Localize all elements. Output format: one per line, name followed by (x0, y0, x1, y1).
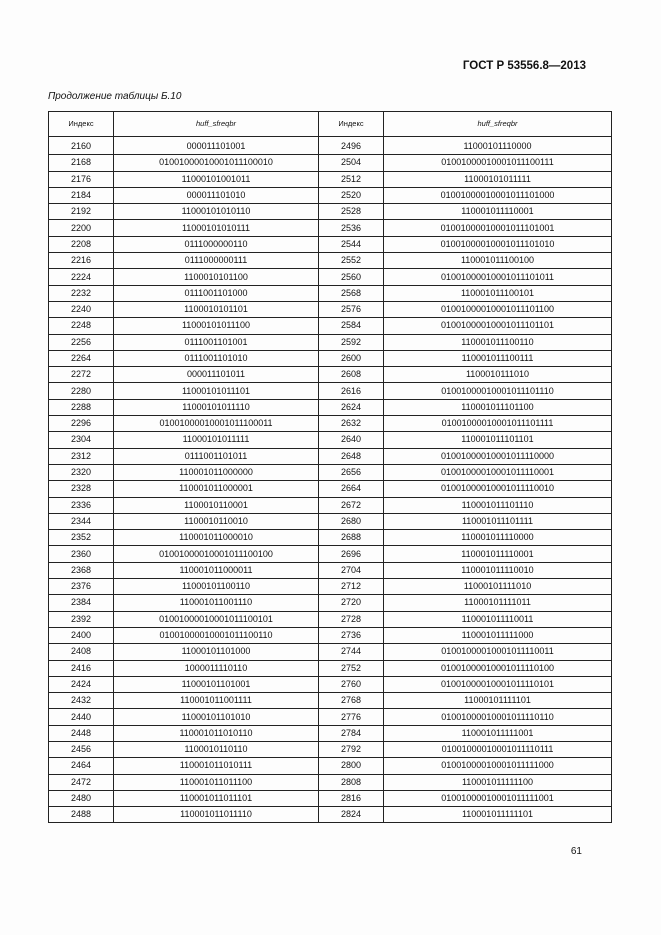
table-row (49, 627, 612, 643)
table-row (49, 448, 612, 464)
index-left-cell: 2360 (49, 546, 114, 562)
index-left-cell: 2184 (49, 187, 114, 203)
code-left-cell: 01001000010001011100010 (114, 155, 319, 171)
table-row (49, 676, 612, 692)
code-left-cell: 110001011011100 (114, 774, 319, 790)
table-row (49, 334, 612, 350)
index-right-cell: 2496 (319, 137, 384, 155)
index-left-cell: 2160 (49, 137, 114, 155)
table-row (49, 137, 612, 155)
table-row (49, 253, 612, 269)
code-left-cell: 11000101011111 (114, 432, 319, 448)
index-right-cell: 2776 (319, 709, 384, 725)
index-left-cell: 2328 (49, 481, 114, 497)
code-right-cell: 01001000010001011101111 (384, 416, 612, 432)
code-left-cell: 0111001101010 (114, 350, 319, 366)
code-right-cell: 01001000010001011101110 (384, 383, 612, 399)
table-row (49, 481, 612, 497)
code-left-cell: 110001011000000 (114, 464, 319, 480)
index-right-cell: 2528 (319, 204, 384, 220)
index-right-cell: 2520 (319, 187, 384, 203)
table-row (49, 644, 612, 660)
code-left-cell: 1000011110110 (114, 660, 319, 676)
table-row (49, 367, 612, 383)
code-left-cell: 1100010110110 (114, 741, 319, 757)
index-right-cell: 2552 (319, 253, 384, 269)
index-right-cell: 2800 (319, 758, 384, 774)
index-right-cell: 2592 (319, 334, 384, 350)
code-left-cell: 11000101010111 (114, 220, 319, 236)
code-left-cell: 0111000000110 (114, 236, 319, 252)
index-right-cell: 2752 (319, 660, 384, 676)
table-row (49, 155, 612, 171)
code-right-cell: 110001011110010 (384, 562, 612, 578)
code-left-cell: 110001011000010 (114, 530, 319, 546)
code-right-cell: 01001000010001011100111 (384, 155, 612, 171)
code-right-cell: 01001000010001011101011 (384, 269, 612, 285)
index-right-cell: 2512 (319, 171, 384, 187)
index-right-cell: 2720 (319, 595, 384, 611)
index-right-cell: 2584 (319, 318, 384, 334)
index-right-cell: 2736 (319, 627, 384, 643)
table-row (49, 399, 612, 415)
index-right-cell: 2696 (319, 546, 384, 562)
index-right-cell: 2672 (319, 497, 384, 513)
table-row (49, 187, 612, 203)
code-left-cell: 11000101001011 (114, 171, 319, 187)
index-right-cell: 2704 (319, 562, 384, 578)
index-left-cell: 2272 (49, 367, 114, 383)
code-left-cell: 11000101010110 (114, 204, 319, 220)
table-row (49, 790, 612, 806)
index-left-cell: 2440 (49, 709, 114, 725)
header-index-right: Индекс (319, 112, 384, 137)
index-left-cell: 2232 (49, 285, 114, 301)
index-right-cell: 2792 (319, 741, 384, 757)
code-right-cell: 01001000010001011110011 (384, 644, 612, 660)
code-right-cell: 110001011100101 (384, 285, 612, 301)
code-left-cell: 11000101101001 (114, 676, 319, 692)
table-row (49, 758, 612, 774)
index-right-cell: 2784 (319, 725, 384, 741)
table-row (49, 611, 612, 627)
index-left-cell: 2408 (49, 644, 114, 660)
index-left-cell: 2392 (49, 611, 114, 627)
code-right-cell: 110001011100100 (384, 253, 612, 269)
table-row (49, 301, 612, 317)
code-right-cell: 01001000010001011110100 (384, 660, 612, 676)
table-row (49, 432, 612, 448)
index-right-cell: 2616 (319, 383, 384, 399)
document-code: ГОСТ Р 53556.8—2013 (462, 60, 586, 72)
code-right-cell: 110001011111101 (384, 807, 612, 823)
code-right-cell: 01001000010001011111000 (384, 758, 612, 774)
code-right-cell: 01001000010001011111001 (384, 790, 612, 806)
table-row (49, 513, 612, 529)
index-right-cell: 2632 (319, 416, 384, 432)
index-right-cell: 2680 (319, 513, 384, 529)
index-left-cell: 2376 (49, 579, 114, 595)
code-left-cell: 11000101101000 (114, 644, 319, 660)
index-right-cell: 2808 (319, 774, 384, 790)
code-right-cell: 01001000010001011101000 (384, 187, 612, 203)
code-right-cell: 11000101110000 (384, 137, 612, 155)
table-row (49, 464, 612, 480)
code-right-cell: 01001000010001011101010 (384, 236, 612, 252)
index-left-cell: 2472 (49, 774, 114, 790)
table-header-row (49, 112, 612, 137)
table-row (49, 660, 612, 676)
table-row (49, 383, 612, 399)
table-caption: Продолжение таблицы Б.10 (48, 91, 182, 102)
code-right-cell: 11000101111011 (384, 595, 612, 611)
index-right-cell: 2664 (319, 481, 384, 497)
code-left-cell: 01001000010001011100100 (114, 546, 319, 562)
table-row (49, 693, 612, 709)
table-row (49, 220, 612, 236)
index-left-cell: 2448 (49, 725, 114, 741)
code-left-cell: 110001011000011 (114, 562, 319, 578)
index-left-cell: 2464 (49, 758, 114, 774)
code-left-cell: 1100010110001 (114, 497, 319, 513)
index-right-cell: 2760 (319, 676, 384, 692)
index-left-cell: 2416 (49, 660, 114, 676)
table-row (49, 546, 612, 562)
code-left-cell: 0111001101011 (114, 448, 319, 464)
index-right-cell: 2600 (319, 350, 384, 366)
index-left-cell: 2480 (49, 790, 114, 806)
code-right-cell: 110001011110001 (384, 204, 612, 220)
index-left-cell: 2224 (49, 269, 114, 285)
index-right-cell: 2688 (319, 530, 384, 546)
code-left-cell: 1100010110010 (114, 513, 319, 529)
index-right-cell: 2816 (319, 790, 384, 806)
index-right-cell: 2504 (319, 155, 384, 171)
index-right-cell: 2728 (319, 611, 384, 627)
index-left-cell: 2208 (49, 236, 114, 252)
index-left-cell: 2488 (49, 807, 114, 823)
code-left-cell: 110001011011101 (114, 790, 319, 806)
index-left-cell: 2344 (49, 513, 114, 529)
code-right-cell: 110001011101100 (384, 399, 612, 415)
index-left-cell: 2264 (49, 350, 114, 366)
index-left-cell: 2424 (49, 676, 114, 692)
table-row (49, 350, 612, 366)
code-left-cell: 000011101010 (114, 187, 319, 203)
code-right-cell: 110001011110000 (384, 530, 612, 546)
code-left-cell: 11000101011110 (114, 399, 319, 415)
table-row (49, 285, 612, 301)
table-row (49, 725, 612, 741)
code-right-cell: 11000101111010 (384, 579, 612, 595)
index-left-cell: 2168 (49, 155, 114, 171)
code-right-cell: 01001000010001011110001 (384, 464, 612, 480)
table-row (49, 562, 612, 578)
code-right-cell: 110001011101111 (384, 513, 612, 529)
index-left-cell: 2280 (49, 383, 114, 399)
code-right-cell: 01001000010001011110000 (384, 448, 612, 464)
index-right-cell: 2640 (319, 432, 384, 448)
table-row (49, 579, 612, 595)
table-row (49, 318, 612, 334)
index-left-cell: 2432 (49, 693, 114, 709)
code-right-cell: 01001000010001011110110 (384, 709, 612, 725)
index-right-cell: 2560 (319, 269, 384, 285)
index-left-cell: 2400 (49, 627, 114, 643)
code-left-cell: 1100010101100 (114, 269, 319, 285)
header-code-right: huff_sfreqbr (384, 112, 612, 137)
code-left-cell: 110001011011110 (114, 807, 319, 823)
code-right-cell: 01001000010001011101101 (384, 318, 612, 334)
index-right-cell: 2656 (319, 464, 384, 480)
table-row (49, 236, 612, 252)
index-right-cell: 2824 (319, 807, 384, 823)
index-left-cell: 2304 (49, 432, 114, 448)
index-right-cell: 2648 (319, 448, 384, 464)
index-left-cell: 2368 (49, 562, 114, 578)
table-row (49, 741, 612, 757)
index-right-cell: 2568 (319, 285, 384, 301)
code-right-cell: 110001011101110 (384, 497, 612, 513)
index-left-cell: 2200 (49, 220, 114, 236)
code-left-cell: 110001011000001 (114, 481, 319, 497)
index-right-cell: 2544 (319, 236, 384, 252)
index-left-cell: 2312 (49, 448, 114, 464)
code-right-cell: 01001000010001011110111 (384, 741, 612, 757)
code-right-cell: 110001011100110 (384, 334, 612, 350)
page-number: 61 (570, 846, 582, 857)
index-left-cell: 2296 (49, 416, 114, 432)
code-left-cell: 01001000010001011100110 (114, 627, 319, 643)
table-row (49, 595, 612, 611)
code-left-cell: 000011101001 (114, 137, 319, 155)
index-left-cell: 2384 (49, 595, 114, 611)
code-right-cell: 110001011111000 (384, 627, 612, 643)
table-row (49, 497, 612, 513)
code-right-cell: 110001011110001 (384, 546, 612, 562)
code-right-cell: 01001000010001011101100 (384, 301, 612, 317)
table-row (49, 709, 612, 725)
code-right-cell: 110001011101101 (384, 432, 612, 448)
index-left-cell: 2256 (49, 334, 114, 350)
index-left-cell: 2176 (49, 171, 114, 187)
index-right-cell: 2624 (319, 399, 384, 415)
code-left-cell: 110001011001110 (114, 595, 319, 611)
code-left-cell: 01001000010001011100101 (114, 611, 319, 627)
index-left-cell: 2248 (49, 318, 114, 334)
code-right-cell: 1100010111010 (384, 367, 612, 383)
index-right-cell: 2744 (319, 644, 384, 660)
header-index-left: Индекс (49, 112, 114, 137)
table-row (49, 204, 612, 220)
code-left-cell: 110001011010110 (114, 725, 319, 741)
code-right-cell: 01001000010001011101001 (384, 220, 612, 236)
index-left-cell: 2240 (49, 301, 114, 317)
code-right-cell: 110001011100111 (384, 350, 612, 366)
table-row (49, 171, 612, 187)
code-left-cell: 01001000010001011100011 (114, 416, 319, 432)
index-left-cell: 2320 (49, 464, 114, 480)
table-row (49, 416, 612, 432)
index-right-cell: 2536 (319, 220, 384, 236)
index-left-cell: 2352 (49, 530, 114, 546)
table-row (49, 774, 612, 790)
code-left-cell: 0111001101001 (114, 334, 319, 350)
code-table (48, 111, 612, 823)
table-row (49, 530, 612, 546)
index-left-cell: 2192 (49, 204, 114, 220)
index-right-cell: 2576 (319, 301, 384, 317)
index-right-cell: 2768 (319, 693, 384, 709)
code-left-cell: 11000101011101 (114, 383, 319, 399)
code-left-cell: 110001011001111 (114, 693, 319, 709)
code-left-cell: 11000101101010 (114, 709, 319, 725)
code-left-cell: 11000101100110 (114, 579, 319, 595)
code-right-cell: 01001000010001011110101 (384, 676, 612, 692)
code-left-cell: 0111000000111 (114, 253, 319, 269)
code-right-cell: 11000101111101 (384, 693, 612, 709)
code-right-cell: 110001011110011 (384, 611, 612, 627)
index-left-cell: 2456 (49, 741, 114, 757)
code-right-cell: 01001000010001011110010 (384, 481, 612, 497)
index-right-cell: 2608 (319, 367, 384, 383)
index-right-cell: 2712 (319, 579, 384, 595)
code-left-cell: 11000101011100 (114, 318, 319, 334)
index-left-cell: 2336 (49, 497, 114, 513)
code-right-cell: 110001011111100 (384, 774, 612, 790)
header-code-left: huff_sfreqbr (114, 112, 319, 137)
code-right-cell: 110001011111001 (384, 725, 612, 741)
index-left-cell: 2216 (49, 253, 114, 269)
table-row (49, 269, 612, 285)
code-right-cell: 11000101011111 (384, 171, 612, 187)
code-left-cell: 0111001101000 (114, 285, 319, 301)
table-row (49, 807, 612, 823)
code-left-cell: 000011101011 (114, 367, 319, 383)
code-left-cell: 1100010101101 (114, 301, 319, 317)
index-left-cell: 2288 (49, 399, 114, 415)
code-left-cell: 110001011010111 (114, 758, 319, 774)
